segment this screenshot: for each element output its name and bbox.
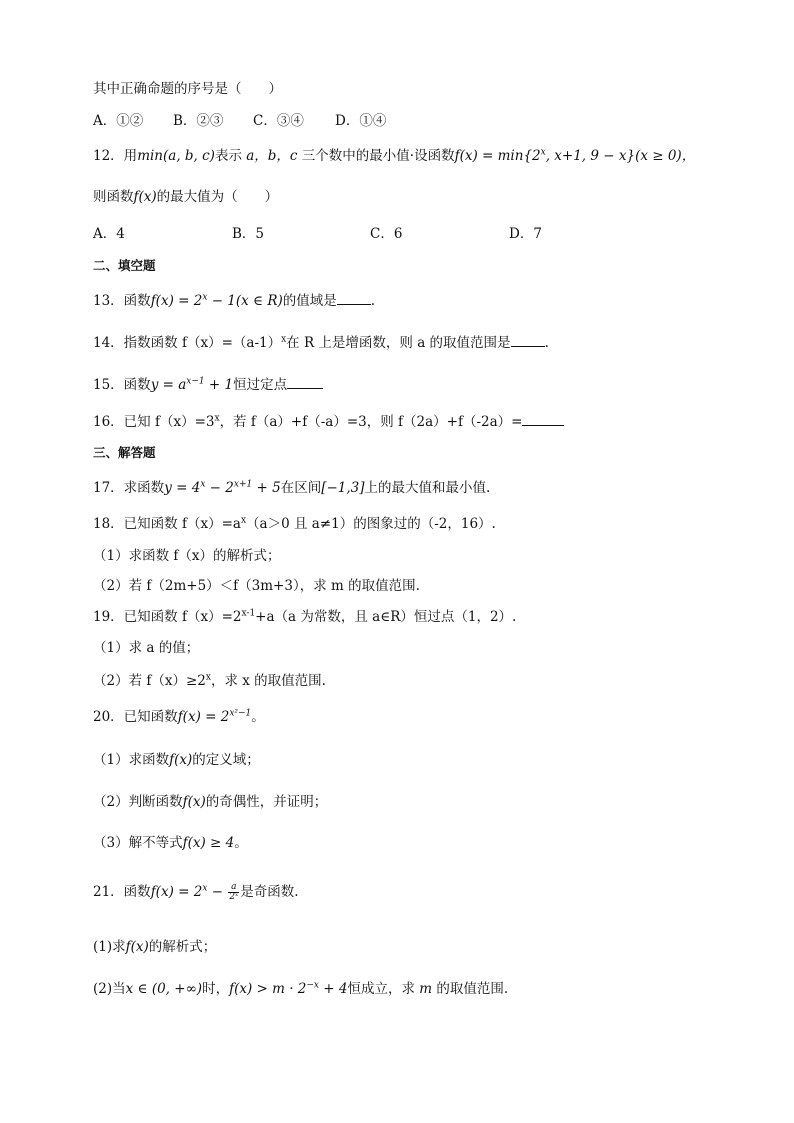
q12-option-d: D．7	[509, 226, 542, 242]
q21-p2-a: (2)当	[93, 981, 126, 997]
q21-stem	[93, 882, 299, 902]
q19-exp: x-1	[241, 608, 256, 619]
q16-b: ，若 f（a）+f（-a）=3，则 f（2a）+f（-2a）=	[219, 414, 523, 430]
q20-p2-b: 的奇偶性，并证明；	[205, 794, 328, 810]
q19-p2-a: （2）若 f（x）≥2	[93, 673, 206, 689]
q11-stem	[93, 79, 282, 99]
q20-p3-b: 。	[234, 835, 248, 851]
q11-option-b: B．②③	[173, 113, 224, 129]
q17-interval: [−1,3]	[321, 480, 365, 496]
q12-func-exp: x	[540, 147, 546, 158]
q13-expr2: − 1(x ∈ R)	[207, 293, 283, 309]
q15-expr: y = a	[150, 377, 187, 393]
q17-c: 上的最大值和最小值.	[364, 480, 491, 496]
q12-text-c: 三个数中的最小值·设函数	[301, 148, 455, 164]
q20-p3-a: （3）解不等式	[93, 835, 183, 851]
q15	[93, 374, 323, 395]
q12-text-a: 12．用	[93, 148, 138, 164]
q21-fraction-numerator: a	[228, 883, 239, 893]
q20-part2	[93, 792, 327, 812]
q21-fraction-denominator: 2ˣ	[229, 892, 239, 902]
q12-option-a: A．4	[93, 226, 125, 242]
q15-exp: x−1	[186, 376, 205, 387]
q20-stem	[93, 707, 265, 727]
q12-line2-a: 则函数	[93, 189, 134, 205]
q18-stem	[93, 514, 496, 534]
q20-p1-f: f(x)	[169, 752, 193, 768]
q16	[93, 411, 564, 432]
q16-answer-blank	[522, 411, 564, 426]
q14-exp: x	[281, 334, 287, 345]
q20-stem-a: 20．已知函数	[93, 709, 178, 725]
section-fill-in-heading: 二、填空题	[93, 258, 156, 273]
q21-p2-b: 时，	[202, 981, 230, 997]
q14-end: .	[544, 335, 549, 351]
q19-p2-exp: x	[205, 672, 211, 683]
section-answer-heading: 三、解答题	[93, 445, 156, 460]
q21-p1-f: f(x)	[125, 939, 149, 955]
q11-option-c: C．③④	[253, 113, 304, 129]
q21-p2-c: 恒成立，求	[347, 981, 415, 997]
q20-stem-b: 。	[251, 709, 265, 725]
q20-p2-a: （2）判断函数	[93, 794, 183, 810]
q16-exp: x	[214, 413, 220, 424]
q12-line1	[93, 146, 695, 166]
q18-stem-a: 18．已知函数 f（x）=a	[93, 516, 241, 532]
q21-part1	[93, 937, 216, 957]
q14-b: 在 R 上是增函数，则 a 的取值范围是	[286, 335, 511, 351]
q17-b: 在区间	[280, 480, 322, 496]
q21-stem-b: 是奇函数.	[240, 884, 299, 900]
q17-exp2: x+1	[233, 479, 253, 490]
q20-expr: f(x) = 2	[177, 709, 230, 725]
q12-func-rest: , x+1, 9 − x}(x ≥ 0)，	[545, 148, 696, 164]
q21-minus: −	[207, 884, 228, 900]
q17-exp1: x	[200, 479, 206, 490]
q12-option-b: B．5	[232, 226, 265, 242]
q19-p2-b: ，求 x 的取值范围.	[210, 673, 326, 689]
q17-a: 17．求函数	[93, 480, 165, 496]
q11-option-d: D．①④	[335, 113, 387, 129]
q20-part3	[93, 833, 248, 853]
q11-option-a: A．①②	[93, 113, 144, 129]
q15-a: 15．函数	[93, 377, 151, 393]
q20-p1-a: （1）求函数	[93, 752, 170, 768]
q17-expr2: + 5	[252, 480, 281, 496]
q12-options	[93, 224, 542, 244]
q17-mid: − 2	[205, 480, 234, 496]
q21-p1-a: (1)求	[93, 939, 126, 955]
q13	[93, 290, 375, 311]
q13-b: 的值域是	[282, 293, 337, 309]
q21-p2-ineq2: + 4	[319, 981, 348, 997]
q20-p3-f: f(x) ≥ 4	[182, 835, 235, 851]
q18-part2: （2）若 f（2m+5）＜f（3m+3），求 m 的取值范围.	[93, 578, 420, 594]
q20-p2-f: f(x)	[182, 794, 206, 810]
q14	[93, 332, 549, 353]
q21-p2-m: m	[415, 981, 437, 997]
q14-a: 14．指数函数 f（x）=（a-1）	[93, 335, 282, 351]
q12-min-expr: min(a, b, c)	[137, 148, 215, 164]
q20-exp: x²−1	[229, 708, 252, 719]
q12-line2-f: f(x)	[133, 189, 157, 205]
q21-part2	[93, 979, 508, 999]
q14-answer-blank	[511, 332, 545, 347]
q13-answer-blank	[337, 290, 371, 305]
q19-part1: （1）求 a 的值；	[93, 640, 200, 656]
q15-expr2: + 1	[204, 377, 234, 393]
q11-stem-text: 其中正确命题的序号是（ ）	[93, 81, 282, 97]
q11-options	[93, 111, 386, 131]
q21-exp: x	[202, 883, 208, 894]
q15-b: 恒过定点	[233, 377, 288, 393]
q12-line2-b: 的最大值为（ ）	[156, 189, 279, 205]
q21-p2-d: 的取值范围.	[436, 981, 509, 997]
q13-a: 13．函数	[93, 293, 151, 309]
q19-stem	[93, 607, 516, 627]
q13-expr: f(x) = 2	[150, 293, 203, 309]
q21-stem-a: 21．函数	[93, 884, 151, 900]
q13-end: .	[370, 293, 376, 309]
q12-vars: a，b，c	[241, 148, 302, 164]
q19-part2	[93, 671, 326, 691]
q12-option-c: C．6	[370, 226, 403, 242]
q15-answer-blank	[287, 374, 323, 389]
q21-p2-exp: −x	[306, 980, 320, 991]
q18-exp: x	[240, 515, 247, 526]
q18-part1: （1）求函数 f（x）的解析式；	[93, 548, 281, 564]
q19-stem-b: +a（a 为常数，且 a∈R）恒过点（1，2）.	[255, 609, 517, 625]
q21-p2-cond: x ∈ (0, +∞)	[125, 981, 203, 997]
q21-expr: f(x) = 2	[150, 884, 203, 900]
q17	[93, 478, 490, 498]
q16-a: 16．已知 f（x）=3	[93, 414, 215, 430]
q20-p1-b: 的定义域；	[192, 752, 260, 768]
q12-line2	[93, 187, 278, 207]
q12-func: f(x) = min{2	[454, 148, 541, 164]
q13-exp: x	[202, 292, 208, 303]
q12-text-b: 表示	[214, 148, 242, 164]
q21-fraction	[228, 883, 239, 902]
q18-stem-b: （a＞0 且 a≠1）的图象过的（-2，16）.	[246, 516, 496, 532]
q21-p1-b: 的解析式；	[148, 939, 217, 955]
q21-p2-ineq: f(x) > m · 2	[229, 981, 307, 997]
q20-part1	[93, 750, 260, 770]
q17-expr: y = 4	[164, 480, 201, 496]
q19-stem-a: 19．已知函数 f（x）=2	[93, 609, 242, 625]
